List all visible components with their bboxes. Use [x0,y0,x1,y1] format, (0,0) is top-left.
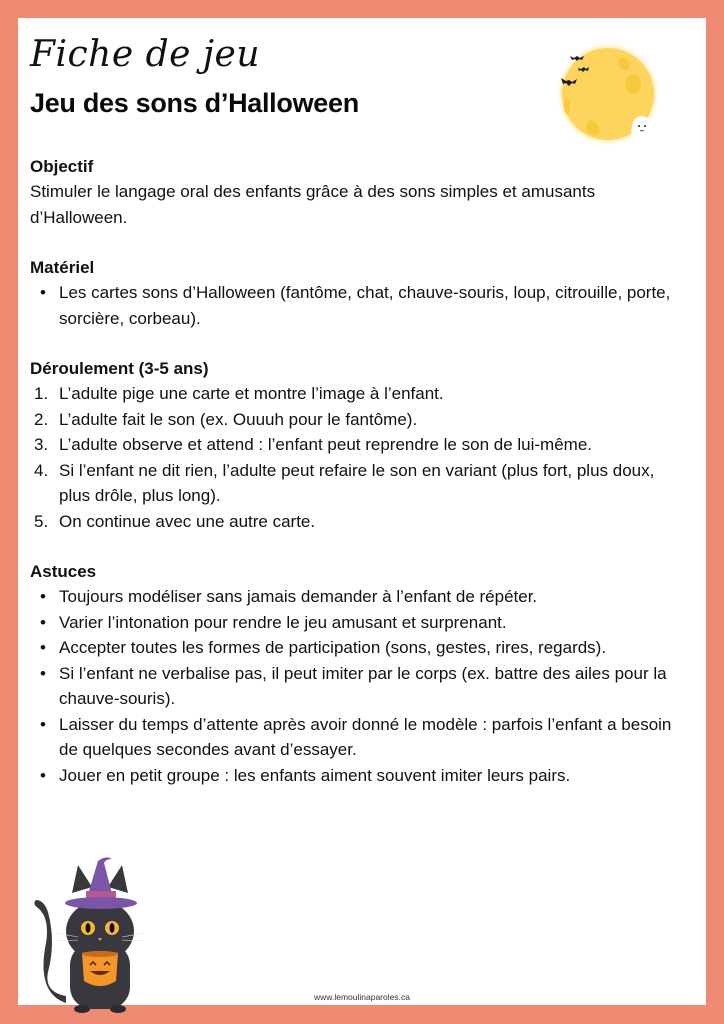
page-title: Jeu des sons d’Halloween [30,88,359,118]
list-item: • Toujours modéliser sans jamais demander à l’enfant de répéter. [30,584,690,610]
step-text: L’adulte fait le son (ex. Ouuuh pour le fantôme). [59,409,418,429]
list-item [30,407,690,433]
objectif-text: Stimuler le langage oral des enfants grâce à des sons simples et amusants d’Halloween. [30,182,596,227]
section-heading: Déroulement (3-5 ans) [30,359,209,378]
script-title: Fiche de jeu [30,34,261,75]
list-item [30,381,690,407]
content [30,154,690,813]
list-item: • Les cartes sons d’Halloween (fantôme, chat, chauve-souris, loup, citrouille, porte, sorcière, corbeau). [30,280,690,331]
section-objectif [30,154,690,230]
section-heading: Astuces [30,562,97,581]
section-heading: Matériel [30,258,95,277]
list-item [30,432,690,458]
list-item: • Si l’enfant ne verbalise pas, il peut imiter par le corps (ex. battre des ailes pour la chauve-souris). [30,661,690,712]
step-number: 4. [34,460,49,480]
list-item: • Varier l’intonation pour rendre le jeu amusant et surprenant. [30,610,690,636]
step-text: L’adulte pige une carte et montre l’image à l’enfant. [59,384,444,403]
section-deroulement [30,356,690,534]
list-item [30,458,690,509]
section-materiel [30,255,690,331]
step-number: 3. [34,435,49,454]
deroulement-steps [30,381,690,534]
list-item: • Accepter toutes les formes de participation (sons, gestes, rires, regards). [30,635,690,661]
list-item [30,509,690,535]
materiel-list [30,280,690,331]
step-text: On continue avec une autre carte. [59,511,316,531]
section-heading: Objectif [30,157,94,176]
footer-website: www.lemoulinaparoles.ca [314,992,410,1002]
step-text: L’adulte observe et attend : l’enfant peut reprendre le son de lui-même. [59,435,593,454]
moon-illustration [548,36,658,146]
astuces-list [30,584,690,788]
step-number: 2. [34,409,49,429]
section-astuces [30,559,690,788]
list-item: • Laisser du temps d’attente après avoir donné le modèle : parfois l’enfant a besoin de quelques secondes avant d’essayer. [30,712,690,763]
step-number: 1. [34,384,49,403]
worksheet-page [18,18,706,1005]
pumpkin-bucket-icon [82,951,118,986]
step-text: Si l’enfant ne dit rien, l’adulte peut refaire le son en variant (plus fort, plus doux, plus drôle, plus long). [59,460,655,505]
list-item: • Jouer en petit groupe : les enfants aiment souvent imiter leurs pairs. [30,763,690,789]
cat-illustration [26,853,166,1013]
step-number: 5. [34,511,49,531]
